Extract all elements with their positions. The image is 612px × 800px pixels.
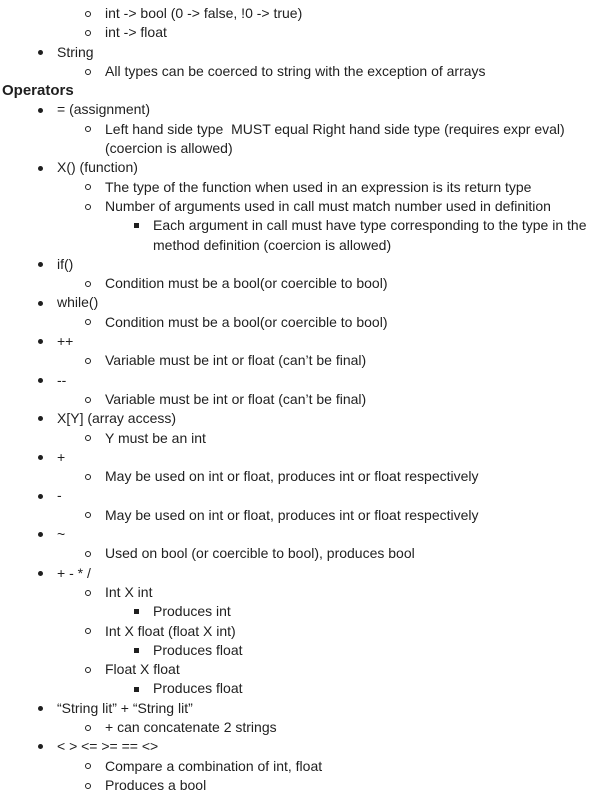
- list-item: [0, 100, 612, 119]
- list-item: [0, 62, 612, 81]
- circle-bullet-icon: [83, 390, 93, 409]
- list-item-text: +: [57, 448, 66, 465]
- list-item: [0, 313, 612, 332]
- list-item-text: ~: [57, 526, 66, 543]
- circle-bullet-icon: [83, 197, 93, 216]
- disc-bullet-icon: [35, 409, 45, 428]
- list-item-text: = (assignment): [57, 101, 150, 118]
- list-item-text: Number of arguments used in call must match number used in definition: [105, 197, 551, 214]
- square-bullet-icon: [131, 679, 141, 698]
- circle-bullet-icon: [83, 506, 93, 525]
- list-item-text: + can concatenate 2 strings: [105, 718, 277, 735]
- list-item-text: Produces float: [153, 680, 243, 697]
- circle-bullet-icon: [83, 622, 93, 641]
- list-item-text: Condition must be a bool(or coercible to bool): [105, 275, 388, 292]
- list-item-text: Variable must be int or float (can’t be final): [105, 390, 367, 407]
- list-item: [0, 486, 612, 505]
- list-item: [0, 351, 612, 370]
- list-item-text: X() (function): [57, 159, 138, 176]
- list-item: [0, 776, 612, 795]
- list-item: [0, 23, 612, 42]
- list-item-text: String: [57, 43, 94, 60]
- list-item: [0, 4, 612, 23]
- list-item: [0, 679, 612, 698]
- disc-bullet-icon: [35, 255, 45, 274]
- list-item: [0, 757, 612, 776]
- list-item-text: Compare a combination of int, float: [105, 757, 323, 774]
- circle-bullet-icon: [83, 544, 93, 563]
- list-item: [0, 158, 612, 177]
- list-item-text: Produces float: [153, 641, 243, 658]
- circle-bullet-icon: [83, 583, 93, 602]
- disc-bullet-icon: [35, 448, 45, 467]
- list-item: [0, 602, 612, 621]
- list-item: [0, 255, 612, 274]
- list-item-text: Float X float: [105, 661, 180, 678]
- list-item-text: Produces int: [153, 603, 231, 620]
- square-bullet-icon: [131, 641, 141, 660]
- list-item-text: -: [57, 487, 62, 504]
- list-item-text: Produces a bool: [105, 776, 207, 793]
- list-item: [0, 641, 612, 660]
- list-item: [0, 429, 612, 448]
- list-item-text: Int X int: [105, 583, 153, 600]
- disc-bullet-icon: [35, 564, 45, 583]
- list-item: [0, 660, 612, 679]
- list-item-text: May be used on int or float, produces int or float respectively: [105, 468, 479, 485]
- circle-bullet-icon: [83, 274, 93, 293]
- circle-bullet-icon: [83, 660, 93, 679]
- list-item: [0, 178, 612, 197]
- list-item: [0, 274, 612, 293]
- list-item-text: Int X float (float X int): [105, 622, 236, 639]
- list-item: [0, 43, 612, 62]
- list-item: [0, 332, 612, 351]
- circle-bullet-icon: [83, 313, 93, 332]
- disc-bullet-icon: [35, 158, 45, 177]
- list-item: [0, 622, 612, 641]
- list-item-text: < > <= >= == <>: [57, 738, 159, 755]
- list-item-text: --: [57, 371, 67, 388]
- circle-bullet-icon: [83, 757, 93, 776]
- list-item-text: + - * /: [57, 564, 91, 581]
- list-item-text: “String lit” + “String lit”: [57, 699, 193, 716]
- list-item-text: X[Y] (array access): [57, 410, 177, 427]
- square-bullet-icon: [131, 602, 141, 621]
- heading-text: Operators: [2, 82, 74, 100]
- list-item-text: if(): [57, 255, 74, 272]
- list-item-text: int -> bool (0 -> false, !0 -> true): [105, 5, 303, 21]
- disc-bullet-icon: [35, 43, 45, 62]
- disc-bullet-icon: [35, 525, 45, 544]
- circle-bullet-icon: [83, 120, 93, 139]
- list-item: [0, 371, 612, 390]
- list-item-text: Each argument in call must have type corresponding to the type in the method definition (coercion is allowed): [153, 217, 591, 253]
- list-item-text: Left hand side type MUST equal Right hand side type (requires expr eval) (coercion is allowed): [105, 120, 569, 157]
- list-item-text: May be used on int or float, produces int or float respectively: [105, 506, 479, 523]
- list-item: [0, 718, 612, 737]
- square-bullet-icon: [131, 216, 141, 235]
- list-item: [0, 583, 612, 602]
- circle-bullet-icon: [83, 467, 93, 486]
- list-item-text: The type of the function when used in an expression is its return type: [105, 178, 532, 195]
- list-item: [0, 564, 612, 583]
- list-item: [0, 525, 612, 544]
- list-item-text: Y must be an int: [105, 429, 206, 446]
- list-item-text: while(): [57, 294, 99, 311]
- list-item: [0, 409, 612, 428]
- list-item: [0, 506, 612, 525]
- list-item: [0, 448, 612, 467]
- circle-bullet-icon: [83, 4, 93, 23]
- disc-bullet-icon: [35, 699, 45, 718]
- circle-bullet-icon: [83, 718, 93, 737]
- circle-bullet-icon: [83, 23, 93, 42]
- circle-bullet-icon: [83, 351, 93, 370]
- list-item: [0, 390, 612, 409]
- list-item: [0, 120, 612, 159]
- list-item-text: int -> float: [105, 24, 167, 41]
- list-item-text: ++: [57, 333, 74, 350]
- section-heading: [0, 81, 612, 100]
- list-item: [0, 544, 612, 563]
- disc-bullet-icon: [35, 486, 45, 505]
- disc-bullet-icon: [35, 293, 45, 312]
- disc-bullet-icon: [35, 100, 45, 119]
- list-item: [0, 293, 612, 312]
- circle-bullet-icon: [83, 62, 93, 81]
- list-item-text: Used on bool (or coercible to bool), produces bool: [105, 545, 415, 562]
- list-item: [0, 699, 612, 718]
- circle-bullet-icon: [83, 178, 93, 197]
- list-item-text: All types can be coerced to string with the exception of arrays: [105, 62, 486, 79]
- list-item: [0, 197, 612, 216]
- disc-bullet-icon: [35, 737, 45, 756]
- list-item: [0, 467, 612, 486]
- list-item-text: Variable must be int or float (can’t be final): [105, 352, 367, 369]
- list-item-text: Condition must be a bool(or coercible to bool): [105, 313, 388, 330]
- circle-bullet-icon: [83, 776, 93, 795]
- disc-bullet-icon: [35, 371, 45, 390]
- circle-bullet-icon: [83, 429, 93, 448]
- list-item: [0, 737, 612, 756]
- disc-bullet-icon: [35, 332, 45, 351]
- list-item: [0, 216, 612, 255]
